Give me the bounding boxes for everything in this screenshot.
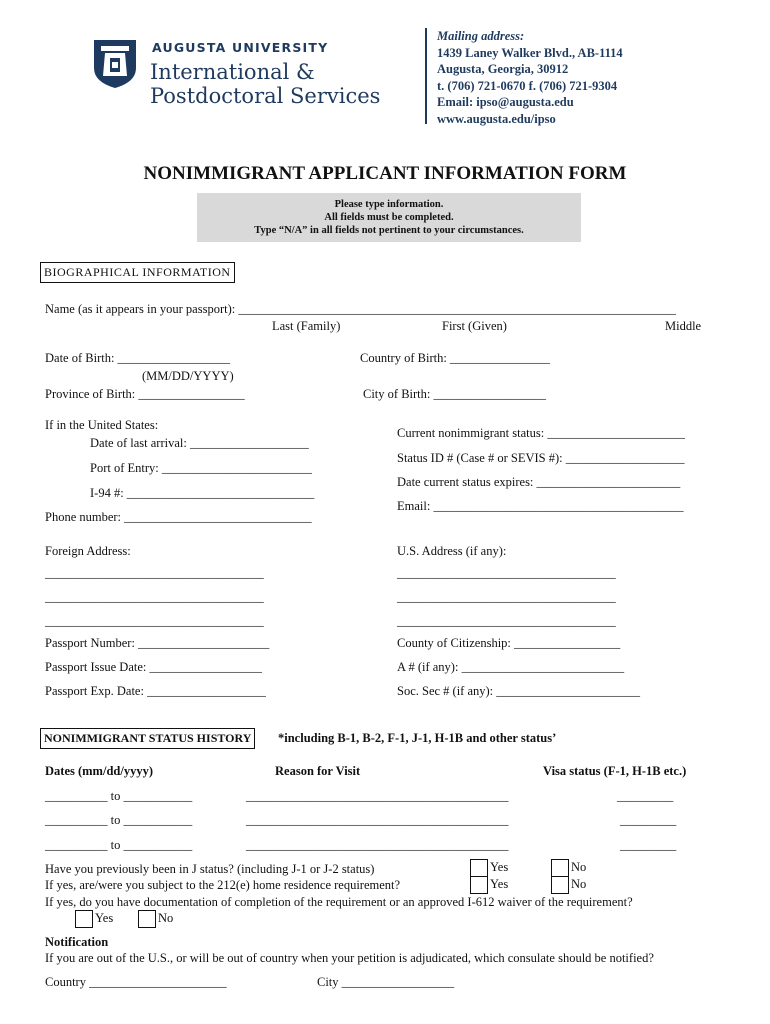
name-first-label: First (Given) bbox=[442, 319, 507, 333]
col-dates-header: Dates (mm/dd/yyyy) bbox=[45, 764, 153, 778]
j-status-no[interactable] bbox=[551, 859, 586, 877]
mailing-address bbox=[437, 28, 623, 127]
checkbox[interactable] bbox=[75, 910, 93, 928]
checkbox[interactable] bbox=[470, 876, 488, 894]
waiver-question: If yes, do you have documentation of completion of the requirement or an approved I-612 waiver of the requirement? bbox=[45, 895, 633, 909]
instruction: All fields must be completed. bbox=[324, 212, 454, 223]
us-address-label: U.S. Address (if any): bbox=[397, 544, 507, 558]
mailing-line: Augusta, Georgia, 30912 bbox=[437, 62, 569, 76]
a-number-field[interactable]: A # (if any): __________________________ bbox=[397, 660, 625, 674]
waiver-yes[interactable] bbox=[75, 910, 113, 928]
passport-number-field[interactable]: Passport Number: _____________________ bbox=[45, 636, 270, 650]
212e-yes[interactable] bbox=[470, 876, 508, 894]
instruction: Please type information. bbox=[334, 199, 444, 210]
history-dates-field[interactable]: __________ to ___________ bbox=[45, 813, 193, 827]
status-expires-field[interactable]: Date current status expires: _______________________ bbox=[397, 475, 681, 489]
history-reason-field[interactable]: __________________________________________ bbox=[246, 838, 509, 852]
city-of-birth-field[interactable]: City of Birth: __________________ bbox=[363, 387, 546, 401]
history-visa-field[interactable]: _________ bbox=[620, 813, 677, 827]
foreign-address-line[interactable]: ___________________________________ bbox=[45, 614, 264, 628]
foreign-address-line[interactable]: ___________________________________ bbox=[45, 566, 264, 580]
history-dates-field[interactable]: __________ to ___________ bbox=[45, 789, 193, 803]
col-reason-header: Reason for Visit bbox=[275, 764, 361, 778]
j-status-question: Have you previously been in J status? (including J-1 or J-2 status) bbox=[45, 862, 375, 876]
mailing-line: 1439 Laney Walker Blvd., AB-1114 bbox=[437, 45, 623, 60]
212e-no[interactable] bbox=[551, 876, 586, 894]
history-reason-field[interactable]: __________________________________________ bbox=[246, 789, 509, 803]
org-name: AUGUSTA UNIVERSITY bbox=[152, 40, 329, 55]
history-dates-field[interactable]: __________ to ___________ bbox=[45, 838, 193, 852]
org-department-line2: Postdoctoral Services bbox=[150, 84, 381, 108]
passport-exp-field[interactable]: Passport Exp. Date: ___________________ bbox=[45, 684, 266, 698]
if-in-us-label: If in the United States: bbox=[45, 418, 159, 432]
us-address-line[interactable]: ___________________________________ bbox=[397, 614, 616, 628]
dob-format: (MM/DD/YYYY) bbox=[142, 369, 234, 383]
county-citizenship-field[interactable]: County of Citizenship: _________________ bbox=[397, 636, 621, 650]
yes-label: Yes bbox=[490, 859, 509, 874]
name-middle-label: Middle bbox=[665, 319, 702, 333]
mailing-line: t. (706) 721-0670 f. (706) 721-9304 bbox=[437, 78, 618, 93]
mailing-label: Mailing address: bbox=[437, 29, 525, 43]
history-visa-field[interactable]: _________ bbox=[617, 789, 674, 803]
country-of-birth-field[interactable]: Country of Birth: ________________ bbox=[360, 351, 550, 365]
no-label: No bbox=[571, 859, 587, 874]
checkbox[interactable] bbox=[470, 859, 488, 877]
col-visa-header: Visa status (F-1, H-1B etc.) bbox=[543, 764, 687, 778]
checkbox[interactable] bbox=[551, 876, 569, 894]
instruction: Type “N/A” in all fields not pertinent to your circumstances. bbox=[254, 225, 524, 236]
org-department-line1: International & bbox=[150, 60, 315, 84]
checkbox[interactable] bbox=[138, 910, 156, 928]
name-last-label: Last (Family) bbox=[272, 319, 341, 333]
i94-field[interactable]: I-94 #: ______________________________ bbox=[90, 486, 315, 500]
org-department bbox=[150, 60, 380, 108]
current-status-field[interactable]: Current nonimmigrant status: ______________________ bbox=[397, 426, 685, 440]
us-address-line[interactable]: ___________________________________ bbox=[397, 590, 616, 604]
province-of-birth-field[interactable]: Province of Birth: _________________ bbox=[45, 387, 245, 401]
name-field[interactable]: Name (as it appears in your passport): ______________________________________________________________________ bbox=[45, 302, 676, 316]
no-label: No bbox=[571, 876, 587, 891]
port-of-entry-field[interactable]: Port of Entry: ________________________ bbox=[90, 461, 312, 475]
checkbox[interactable] bbox=[551, 859, 569, 877]
j-status-yes[interactable] bbox=[470, 859, 508, 877]
notification-text: If you are out of the U.S., or will be out of country when your petition is adjudicated, which consulate should be notified? bbox=[45, 951, 654, 965]
dob-field[interactable]: Date of Birth: __________________ bbox=[45, 351, 231, 365]
notification-heading: Notification bbox=[45, 935, 109, 949]
212e-question: If yes, are/were you subject to the 212(e) home residence requirement? bbox=[45, 878, 401, 892]
mailing-line: Email: ipso@augusta.edu bbox=[437, 95, 574, 109]
email-field[interactable]: Email: ________________________________________ bbox=[397, 499, 684, 513]
waiver-no[interactable] bbox=[138, 910, 173, 928]
consulate-country-field[interactable]: Country ______________________ bbox=[45, 975, 227, 989]
history-visa-field[interactable]: _________ bbox=[620, 838, 677, 852]
phone-field[interactable]: Phone number: ______________________________ bbox=[45, 510, 312, 524]
header-divider bbox=[425, 28, 427, 124]
instructions-box bbox=[197, 193, 581, 242]
yes-label: Yes bbox=[95, 910, 114, 925]
consulate-city-field[interactable]: City __________________ bbox=[317, 975, 455, 989]
foreign-address-line[interactable]: ___________________________________ bbox=[45, 590, 264, 604]
passport-issue-field[interactable]: Passport Issue Date: __________________ bbox=[45, 660, 262, 674]
form-title: NONIMMIGRANT APPLICANT INFORMATION FORM bbox=[143, 163, 627, 184]
mailing-line: www.augusta.edu/ipso bbox=[437, 111, 556, 126]
status-id-field[interactable]: Status ID # (Case # or SEVIS #): ___________________ bbox=[397, 451, 685, 465]
last-arrival-field[interactable]: Date of last arrival: ___________________ bbox=[90, 436, 309, 450]
status-history-note: *including B-1, B-2, F-1, J-1, H-1B and other status’ bbox=[278, 731, 557, 745]
university-logo bbox=[92, 38, 138, 90]
history-reason-field[interactable]: __________________________________________ bbox=[246, 813, 509, 827]
foreign-address-label: Foreign Address: bbox=[45, 544, 131, 558]
section-status-history: NONIMMIGRANT STATUS HISTORY bbox=[40, 728, 255, 749]
yes-label: Yes bbox=[490, 876, 509, 891]
no-label: No bbox=[158, 910, 174, 925]
ssn-field[interactable]: Soc. Sec # (if any): _______________________ bbox=[397, 684, 641, 698]
section-biographical: BIOGRAPHICAL INFORMATION bbox=[40, 262, 235, 283]
us-address-line[interactable]: ___________________________________ bbox=[397, 566, 616, 580]
